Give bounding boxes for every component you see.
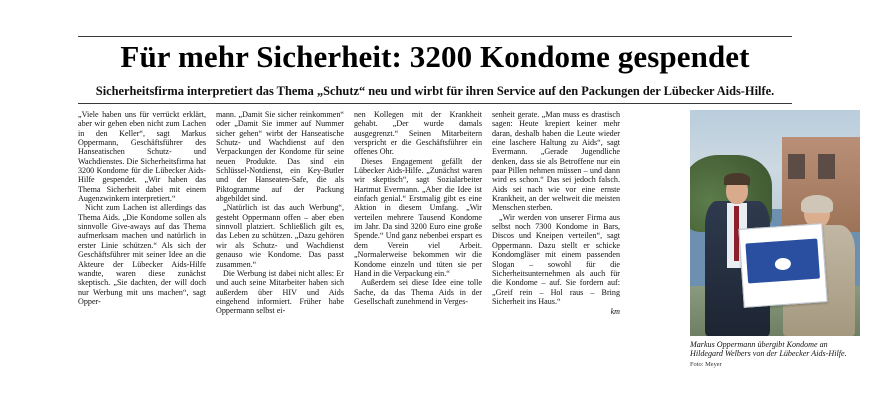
- paragraph: [78, 203, 206, 306]
- article-column-1: [78, 110, 206, 306]
- paragraph: [492, 110, 620, 213]
- paragraph-text: mann. „Damit Sie sicher reinkommen“ oder „Damit Sie immer auf Nummer sicher gehen“ wirbt der Hanseatische Schutz- und Wachdienst auf den Verpackungen der Kondome für seine neuen Produkte. Das sind ein Schlüssel-Notdienst, ein Key-Butler und der Hanseaten-Safe, die als Piktogramme auf der Packung abgebildet sind.: [216, 110, 344, 204]
- photo-image: [690, 110, 860, 336]
- article-column-3: [354, 110, 482, 306]
- subheadline: Sicherheitsfirma interpretiert das Thema „Schutz“ neu und wirbt für ihren Service auf den Packungen der Lübecker Aids-Hilfe.: [95, 84, 775, 98]
- photo-credit: Foto: Meyer: [690, 360, 722, 368]
- article-column-2: [216, 110, 344, 316]
- top-divider: [78, 36, 792, 37]
- photo-man-hair: [724, 173, 749, 184]
- paragraph: [492, 213, 620, 306]
- paragraph: [216, 110, 344, 203]
- paragraph-text: Die Werbung ist dabei nicht alles: Er und auch seine Mitarbeiter haben sich außerdem über HIV und Aids eingehend informiert. Früher habe Oppermann selbst ei-: [216, 268, 344, 316]
- paragraph-text: senheit gerate. „Man muss es drastisch sagen: Heute krepiert keiner mehr daran, deshalb haben die Leute wieder eine laschere Haltung zu Aids“, sagt Evermann. „Gerade Jugendliche denken, dass sie als Betroffene nur ein paar Pillen nehmen müssen – und dann wird es schon.“ Das sei jedoch falsch. Aids sei nach wie vor eine ernste Krankheit, an der weltweit die meisten Menschen sterben.: [492, 110, 620, 213]
- author-initials: km: [610, 307, 620, 317]
- paragraph-text: „Wir werden von unserer Firma aus selbst noch 7300 Kondome in Bars, Discos und Kneipen verteilen“, sagt Oppermann. Dazu stellt er schicke Kondomgläser mit einem passenden Slogan – sowohl für die Sicherheitsunternehmen als auch für die Kondome – auf. Sie fordern auf: „Greif rein – Hol raus – Bring Sicherheit ins Haus.“: [492, 212, 620, 306]
- page-title: Für mehr Sicherheit: 3200 Kondome gespendet: [120, 39, 750, 74]
- article-column-4: [492, 110, 620, 317]
- paragraph-text: nen Kollegen mit der Krankheit gehabt. „Der wurde damals ausgegrenzt.“ Seinen Mitarbeitern verspricht er die Geschäftsführer ein offenes Ohr.: [354, 110, 482, 157]
- article-photo: [690, 110, 860, 336]
- paragraph: [354, 157, 482, 278]
- paragraph: [354, 110, 482, 157]
- photo-caption: [690, 340, 860, 369]
- photo-box-logo: [774, 257, 791, 270]
- photo-caption-text: Markus Oppermann übergibt Kondome an Hildegard Welbers von der Lübecker Aids-Hilfe.: [690, 340, 847, 359]
- paragraph: [216, 269, 344, 316]
- paragraph: [216, 203, 344, 268]
- photo-box-band: [745, 238, 819, 283]
- photo-condom-box: [738, 223, 827, 307]
- paragraph: [78, 110, 206, 203]
- paragraph-text: „Natürlich ist das auch Werbung“, gesteht Oppermann offen – aber eben sinnvoll platziert. Schließlich gilt es, das Leben zu schützen. „Dazu gehören wir als Schutz- und Wachdienst genauso wie Kondome. Das passt zusammen.“: [216, 203, 344, 269]
- paragraph-text: Dieses Engagement gefällt der Lübecker Aids-Hilfe. „Zunächst waren wir skeptisch“, sagt Sozialarbeiter Hartmut Evermann. „Aber die Idee ist einfach genial.“ Erstmalig gibt es eine Aktion in diesem Umfang. „Wir verteilen mehrere Tausend Kondome im Jahr. Da sind 3200 Euro eine große Spende.“ Und ganz nebenbei erspart es dem Verein viel Arbeit. „Normalerweise bekommen wir die Kondome einzeln und tüten sie per Hand in die Verpackung ein.“: [354, 156, 482, 278]
- subhead-divider: [78, 103, 792, 104]
- paragraph-text: Nicht zum Lachen ist allerdings das Thema Aids. „Die Kondome sollen als sinnvolle Give-aways auf das Thema aufmerksam machen und natürlich in erster Linie schützen.“ Als sich der Geschäftsführer mit seiner Idee an die Akteure der Lübecker Aids-Hilfe wandte, waren diese zunächst skeptisch. „Sie dachten, der will doch nur Werbung mit uns machen“, sagt Opper-: [78, 203, 206, 306]
- photo-woman-hair: [801, 195, 832, 213]
- paragraph: [354, 278, 482, 306]
- paragraph-text: Außerdem sei diese Idee eine tolle Sache, da das Thema Aids in der Gesellschaft zunehmend in Verges-: [354, 278, 482, 306]
- article-columns: [78, 110, 792, 400]
- paragraph-text: „Viele haben uns für verrückt erklärt, aber wir gehen eben nicht zum Lachen in den Keller“, sagt Markus Oppermann, Geschäftsführer des Hanseatischen Schutz- und Wachdienstes. Die Sicherheitsfirma hat 3200 Kondome für die Lübecker Aids-Hilfe gespendet. „Wir haben das Thema Sicherheit dabei mit einem Augenzwinkern interpretiert.“: [78, 110, 206, 204]
